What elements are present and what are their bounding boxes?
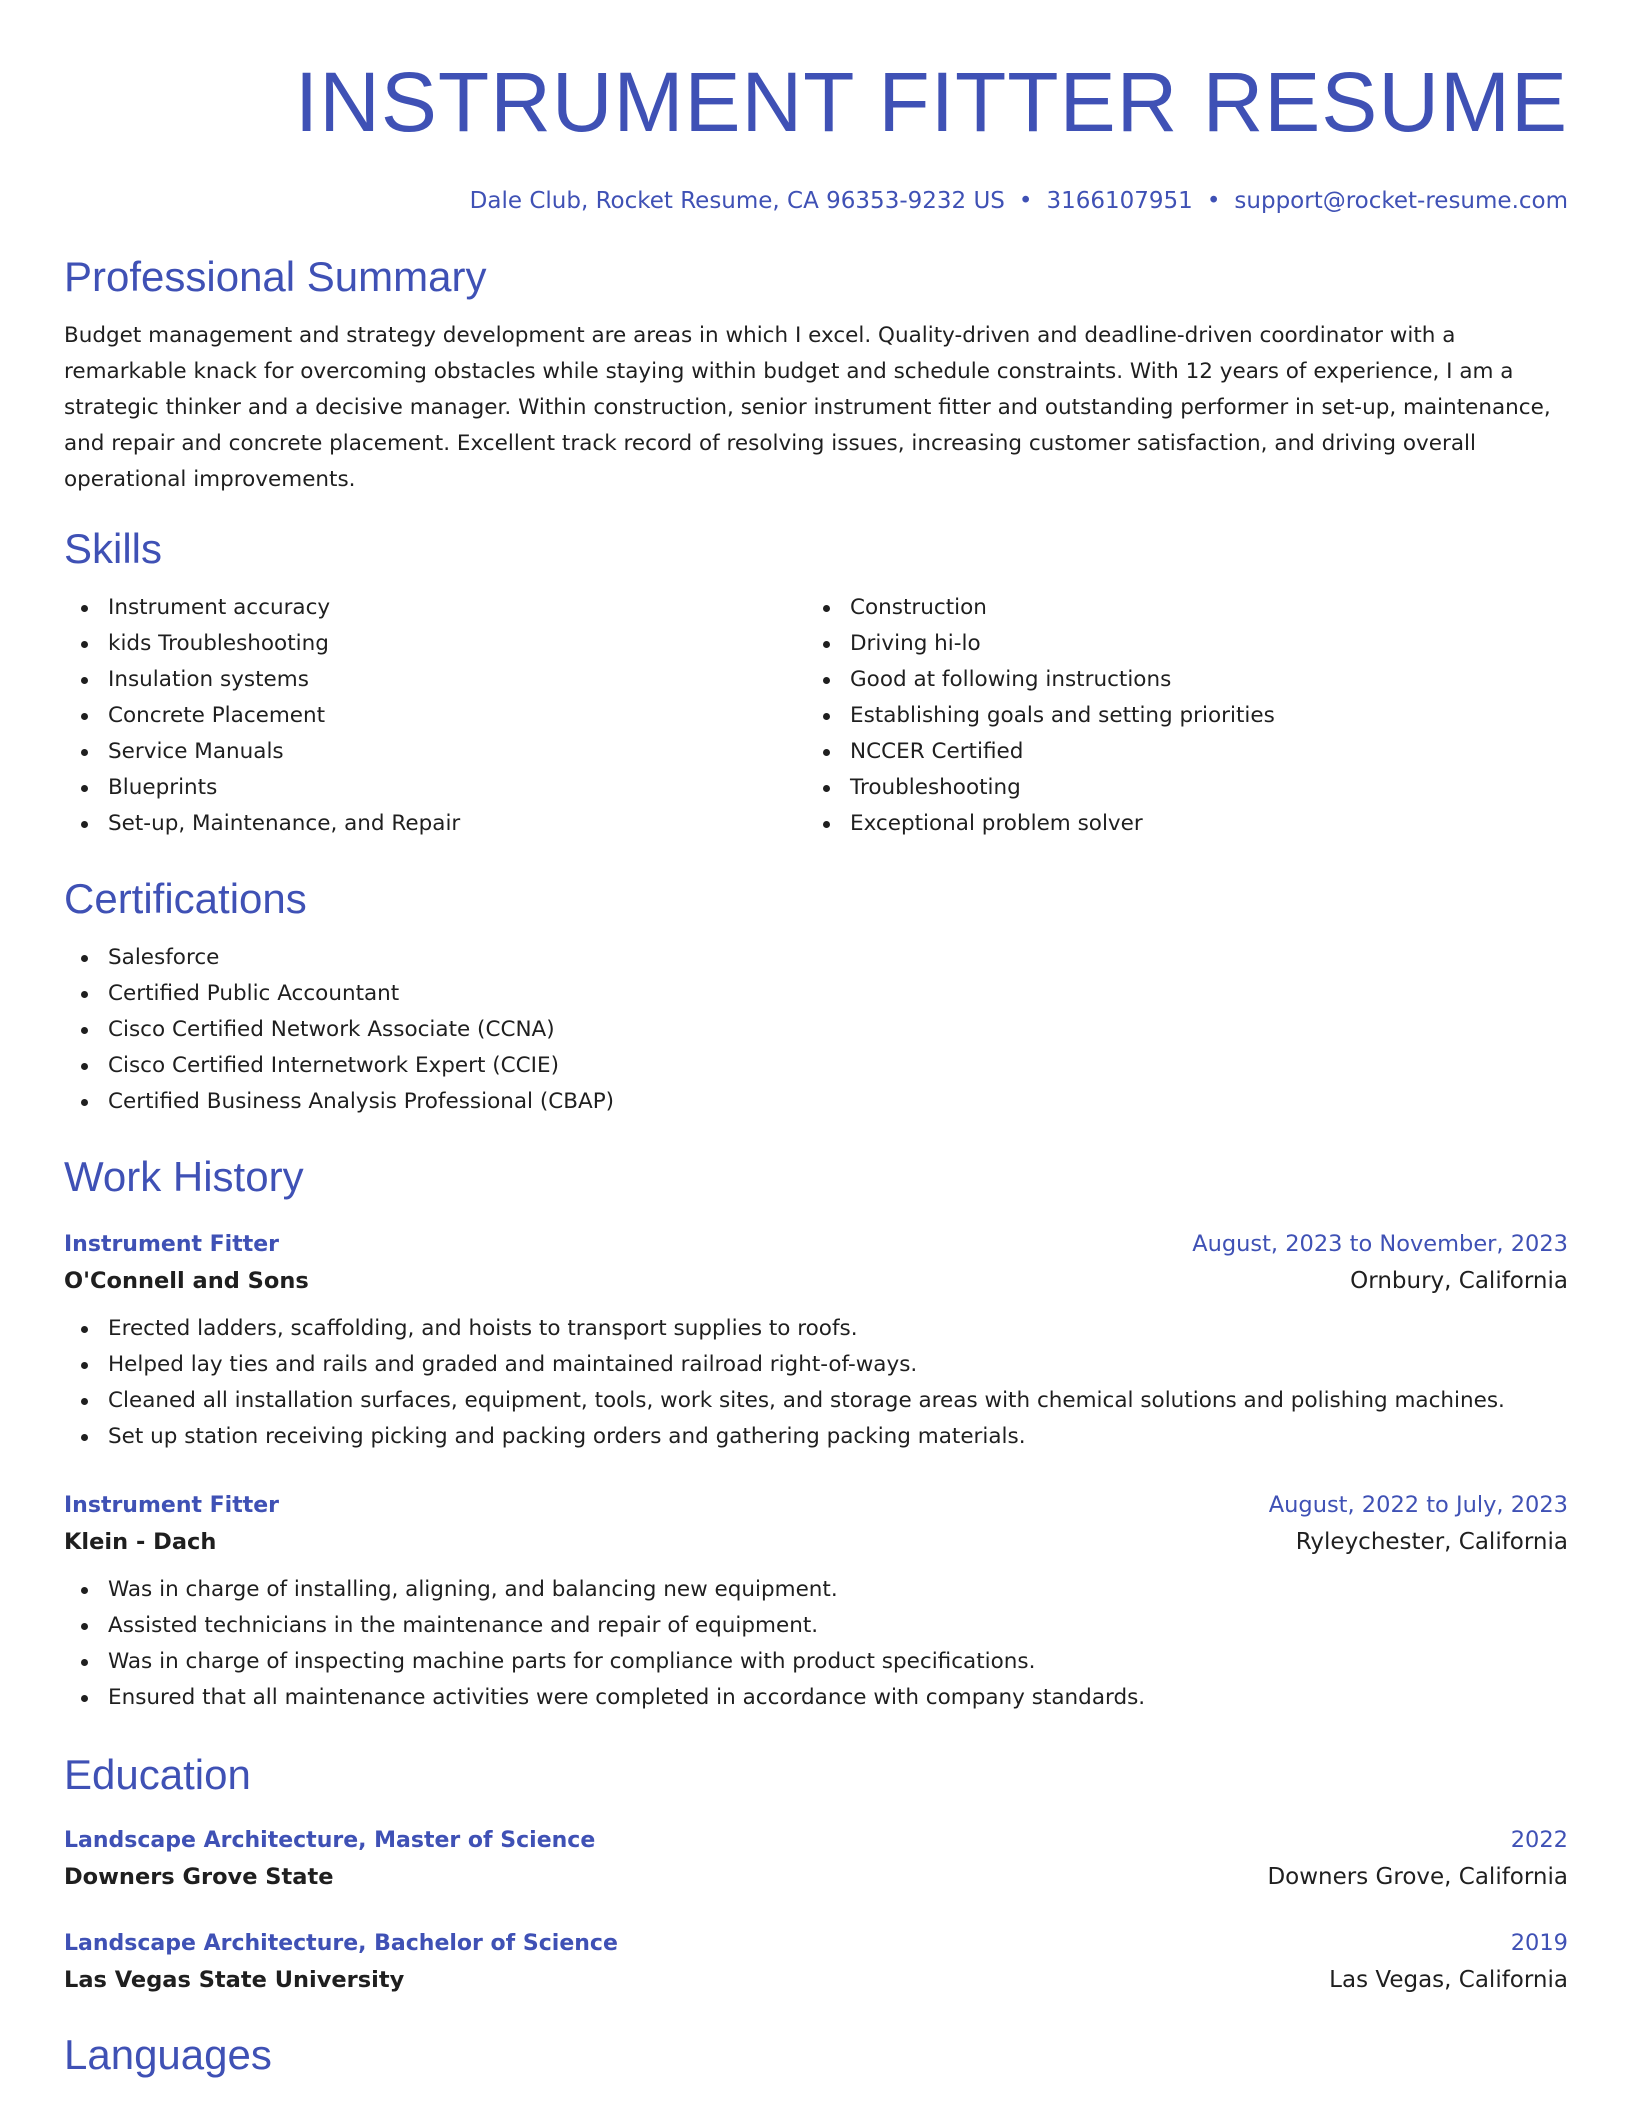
job-header-row <box>64 1228 1568 1261</box>
skills-list-left <box>64 590 806 842</box>
skill-item: NCCER Certified <box>806 734 1548 770</box>
job-entry <box>64 1489 1568 1716</box>
skills-grid <box>64 590 1568 842</box>
resume-title: INSTRUMENT FITTER RESUME <box>294 55 1568 149</box>
skill-item: Set-up, Maintenance, and Repair <box>64 806 806 842</box>
work-history-heading: Work History <box>64 1153 304 1200</box>
job-duties-list <box>64 1311 1568 1455</box>
job-duty-item: Cleaned all installation surfaces, equipment, tools, work sites, and storage areas with chemical solutions and polishing machines. <box>64 1383 1568 1419</box>
skill-item: Insulation systems <box>64 662 806 698</box>
certifications-heading: Certifications <box>64 875 307 922</box>
education-location: Las Vegas, California <box>1329 1967 1568 1993</box>
certifications-list <box>64 940 1568 1120</box>
job-duty-item: Was in charge of inspecting machine parts for compliance with product specifications. <box>64 1644 1568 1680</box>
certification-item: Certified Public Accountant <box>64 976 1568 1012</box>
contact-separator: • <box>1018 188 1033 214</box>
job-duty-item: Erected ladders, scaffolding, and hoists to transport supplies to roofs. <box>64 1311 1568 1347</box>
education-heading: Education <box>64 1751 251 1798</box>
skills-heading: Skills <box>64 525 163 572</box>
resume-page <box>64 0 1568 2112</box>
contact-email: support@rocket-resume.com <box>1234 188 1568 214</box>
certification-item: Cisco Certified Network Associate (CCNA) <box>64 1012 1568 1048</box>
job-company-row <box>64 1261 1568 1297</box>
skill-item: kids Troubleshooting <box>64 626 806 662</box>
job-dates: August, 2022 to July, 2023 <box>1268 1492 1568 1518</box>
education-school: Downers Grove State <box>64 1864 334 1890</box>
job-title: Instrument Fitter <box>64 1232 280 1257</box>
certification-item: Salesforce <box>64 940 1568 976</box>
skill-item: Exceptional problem solver <box>806 806 1548 842</box>
skill-item: Service Manuals <box>64 734 806 770</box>
skills-column-right <box>806 590 1548 842</box>
skill-item: Good at following instructions <box>806 662 1548 698</box>
job-entry <box>64 1228 1568 1455</box>
education-year: 2019 <box>1510 1930 1568 1956</box>
education-school-row <box>64 1960 1568 1996</box>
education-school: Las Vegas State University <box>64 1967 405 1993</box>
job-duty-item: Was in charge of installing, aligning, and balancing new equipment. <box>64 1572 1568 1608</box>
job-dates: August, 2023 to November, 2023 <box>1192 1231 1568 1257</box>
skill-item: Construction <box>806 590 1548 626</box>
education-year: 2022 <box>1510 1827 1568 1853</box>
job-duty-item: Ensured that all maintenance activities were completed in accordance with company standards. <box>64 1680 1568 1716</box>
certification-item: Cisco Certified Internetwork Expert (CCIE) <box>64 1048 1568 1084</box>
skill-item: Instrument accuracy <box>64 590 806 626</box>
education-header-row <box>64 1927 1568 1960</box>
skill-item: Concrete Placement <box>64 698 806 734</box>
skill-item: Driving hi-lo <box>806 626 1548 662</box>
contact-phone: 3166107951 <box>1046 188 1193 214</box>
job-duty-item: Set up station receiving picking and packing orders and gathering packing materials. <box>64 1419 1568 1455</box>
skill-item: Establishing goals and setting priorities <box>806 698 1548 734</box>
contact-address: Dale Club, Rocket Resume, CA 96353-9232 US <box>469 188 1005 214</box>
education-school-row <box>64 1857 1568 1893</box>
contact-line <box>64 186 1568 216</box>
job-location: Ornbury, California <box>1350 1268 1568 1294</box>
skill-item: Blueprints <box>64 770 806 806</box>
summary-heading: Professional Summary <box>64 253 487 300</box>
education-location: Downers Grove, California <box>1267 1864 1568 1890</box>
job-location: Ryleychester, California <box>1295 1529 1568 1555</box>
job-title: Instrument Fitter <box>64 1493 280 1518</box>
job-header-row <box>64 1489 1568 1522</box>
education-header-row <box>64 1824 1568 1857</box>
certification-item: Certified Business Analysis Professional (CBAP) <box>64 1084 1568 1120</box>
contact-separator: • <box>1206 188 1221 214</box>
education-entry <box>64 1824 1568 1893</box>
job-duty-item: Helped lay ties and rails and graded and maintained railroad right-of-ways. <box>64 1347 1568 1383</box>
skills-list-right <box>806 590 1548 842</box>
job-duty-item: Assisted technicians in the maintenance and repair of equipment. <box>64 1608 1568 1644</box>
job-company: O'Connell and Sons <box>64 1268 309 1294</box>
education-degree: Landscape Architecture, Bachelor of Science <box>64 1931 618 1956</box>
education-degree: Landscape Architecture, Master of Science <box>64 1828 596 1853</box>
languages-heading: Languages <box>64 2031 272 2078</box>
summary-text: Budget management and strategy development are areas in which I excel. Quality-driven and deadline-driven coordinator with a remarkable knack for overcoming obstacles while staying within budget and schedule constraints. With 12 years of experience, I am a strategic thinker and a decisive manager. Within construction, senior instrument fitter and outstanding performer in set-up, maintenance, and repair and concrete placement. Excellent track record of resolving issues, increasing customer satisfaction, and driving overall operational improvements. <box>64 323 1551 492</box>
skill-item: Troubleshooting <box>806 770 1548 806</box>
job-duties-list <box>64 1572 1568 1716</box>
job-company-row <box>64 1522 1568 1558</box>
education-entry <box>64 1927 1568 1996</box>
skills-column-left <box>64 590 806 842</box>
job-company: Klein - Dach <box>64 1529 217 1555</box>
